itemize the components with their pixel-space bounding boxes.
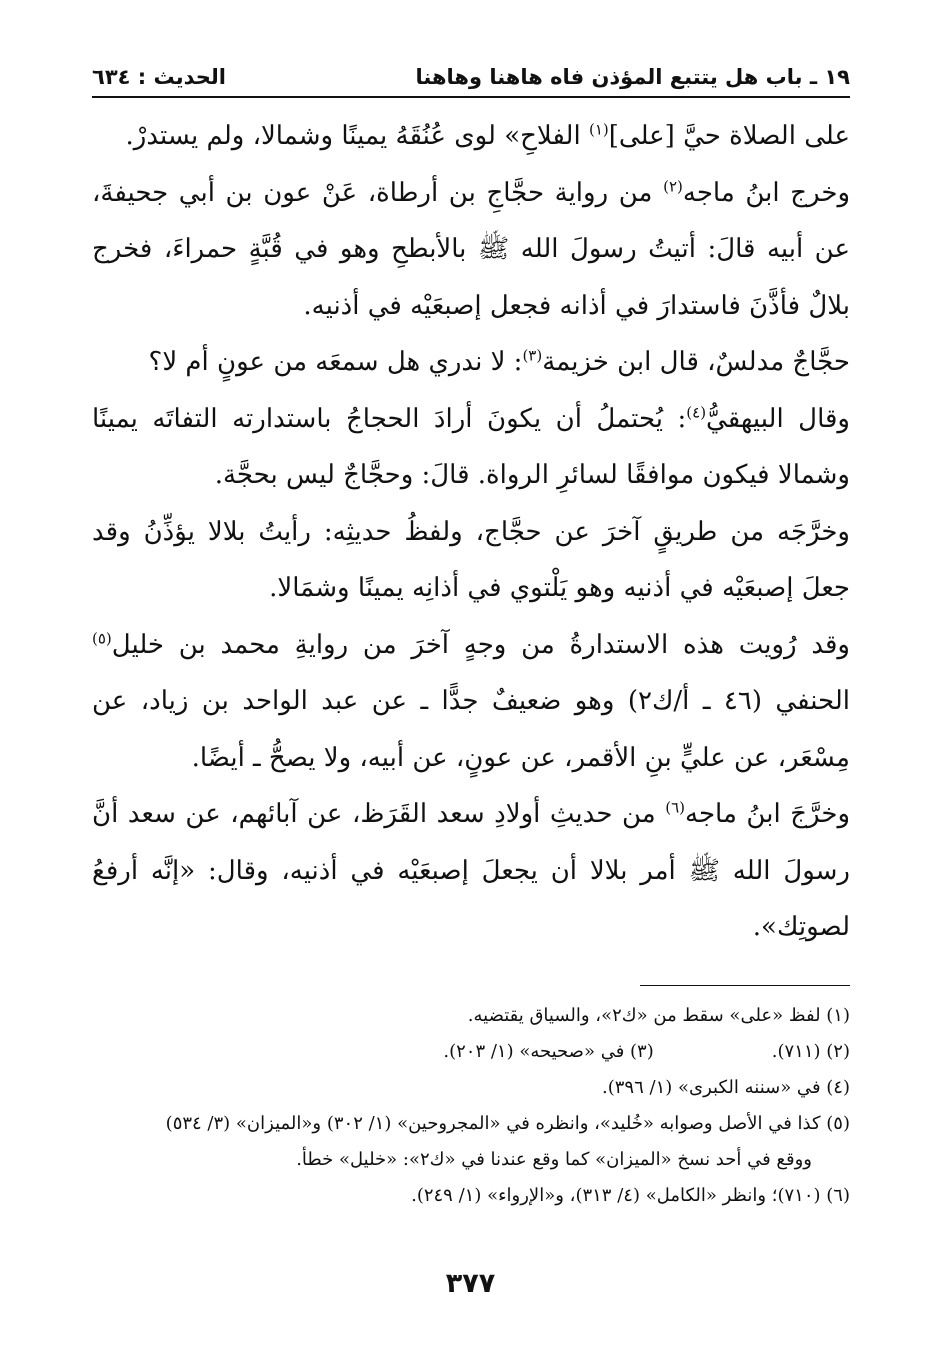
paragraph-3 <box>92 334 850 391</box>
paragraph-5: وخرَّجَه من طريقٍ آخرَ عن حجَّاج، ولفظُ حديثِه: رأيتُ بلالا يؤذِّنُ وقد جعلَ إصبعَيْه في أذنيه وهو يَلْتوي في أذانِه يمينًا وشمَالا. <box>92 516 850 603</box>
paragraph-7-text-a: وخرَّجَ ابنُ ماجه <box>685 799 850 829</box>
footnote-ref-6: (٦) <box>665 798 686 817</box>
footnote-ref-4: (٤) <box>686 402 707 421</box>
paragraph-1-text-a: على الصلاة حيَّ [على] <box>608 121 850 151</box>
footnote-ref-1: (١) <box>588 120 609 139</box>
paragraph-2 <box>92 165 850 335</box>
main-text <box>92 108 850 956</box>
header-rule <box>92 96 850 98</box>
paragraph-6 <box>92 617 850 787</box>
footnote-4: (٤) في «سننه الكبرى» (١/ ٣٩٦). <box>602 1077 850 1098</box>
page-number: ٣٧٧ <box>445 1268 496 1299</box>
hadith-number: الحديث : ٦٣٤ <box>92 65 226 89</box>
paragraph-6-text-b: الحنفي (٤٦ ـ أ/ك٢) وهو ضعيفٌ جدًّا ـ عن عبد الواحد بن زياد، عن مِسْعَر، عن عليٍّ بنِ الأقمر، عن عونٍ، عن أبيه، ولا يصحُّ ـ أيضًا. <box>92 686 850 773</box>
running-header <box>92 60 850 94</box>
paragraph-3-text-b: : لا ندري هل سمعَه من عونٍ أم لا؟ <box>148 347 523 377</box>
paragraph-4-text-b: : يُحتملُ أن يكونَ أرادَ الحجاجُ باستدارته التفاتَه يمينًا وشمالا فيكون موافقًا لسائرِ الرواة. قالَ: وحجَّاجٌ ليس بحجَّة. <box>92 403 850 490</box>
footnote-separator <box>640 985 850 986</box>
footnote-5: (٥) كذا في الأصل وصوابه «خُليد»، وانظره في «المجروحين» (١/ ٣٠٢) و«الميزان» (٣/ ٥٣٤) <box>165 1113 850 1134</box>
paragraph-7 <box>92 786 850 956</box>
footnotes <box>92 998 850 1214</box>
paragraph-4-text-a: وقال البيهقيُّ <box>706 403 850 434</box>
footnote-1: (١) لفظ «على» سقط من «ك٢»، والسياق يقتضيه. <box>467 1005 850 1026</box>
paragraph-2-text-b: من رواية حجَّاجِ بن أرطاة، عَنْ عون بن أبي جحيفةَ، عن أبيه قالَ: أتيتُ رسولَ الله ﷺ بالأبطحِ وهو في قُبَّةٍ حمراءَ، فخرج بلالٌ فأذَّنَ فاستدارَ في أذانه فجعل إصبعَيْه في أذنيه. <box>92 177 850 321</box>
paragraph-1-text-b: الفلاحِ» لوى عُنُقَهُ يمينًا وشمالا، ولم يستدرْ. <box>125 121 589 151</box>
paragraph-6-text-a: وقد رُويت هذه الاستدارةُ من وجهٍ آخرَ من روايةِ محمد بن خليل <box>111 629 850 660</box>
paragraph-4 <box>92 391 850 504</box>
paragraph-1 <box>92 108 850 165</box>
paragraph-3-text-a: حجَّاجٌ مدلسٌ، قال ابن خزيمة <box>542 347 850 377</box>
footnote-ref-5: (٥) <box>92 628 112 647</box>
paragraph-7-text-b: من حديثِ أولادِ سعد القَرَظ، عن آبائهم، عن سعد أنَّ رسولَ الله ﷺ أمر بلالا أن يجعلَ إصبعَيْه في أذنيه، وقال: «إنَّه أرفعُ لصوتِك». <box>92 799 850 942</box>
paragraph-2-text-a: وخرج ابنُ ماجه <box>682 177 850 208</box>
chapter-title: ١٩ ـ باب هل يتتبع المؤذن فاه هاهنا وهاهنا <box>415 65 850 89</box>
footnote-2: (٢) (٧١١). <box>771 1041 850 1062</box>
footnote-6: (٦) (٧١٠)؛ وانظر «الكامل» (٤/ ٣١٣)، و«الإرواء» (١/ ٢٤٩). <box>411 1185 850 1206</box>
footnote-ref-2: (٢) <box>663 176 683 195</box>
footnote-5-continuation: ووقع في أحد نسخ «الميزان» كما وقع عندنا في «ك٢»: «خليل» خطأ. <box>296 1149 812 1170</box>
footnote-ref-3: (٣) <box>522 346 543 365</box>
footnote-row-2-3 <box>92 1034 850 1070</box>
footnote-3: (٣) في «صحيحه» (١/ ٢٠٣). <box>443 1041 654 1062</box>
